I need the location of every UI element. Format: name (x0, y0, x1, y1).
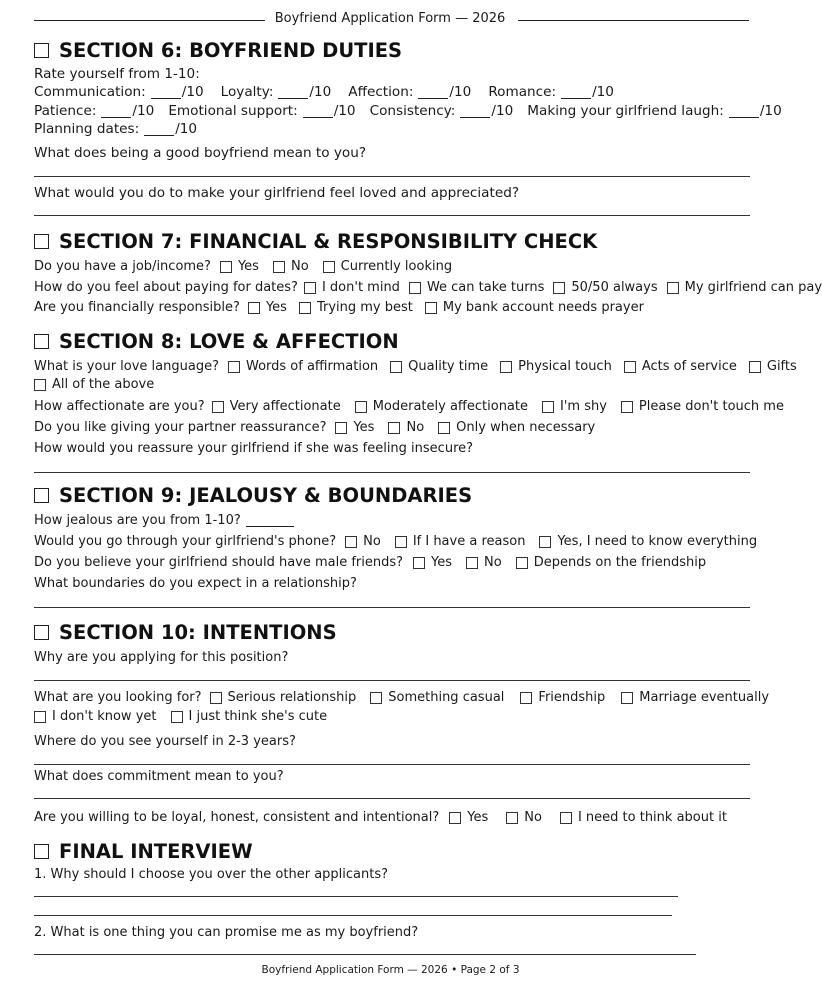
option-label: If I have a reason (412, 534, 526, 549)
checkbox-icon[interactable] (425, 302, 437, 314)
option-checkbox[interactable] (425, 300, 644, 315)
option-label: Gifts (766, 359, 797, 374)
option-checkbox[interactable] (210, 690, 357, 705)
option-checkbox[interactable] (413, 555, 452, 570)
section-6-heading (34, 39, 402, 62)
option-label: I'm shy (560, 399, 607, 414)
section-8-title: SECTION 8: LOVE & AFFECTION (59, 330, 399, 353)
option-checkbox[interactable] (212, 399, 341, 414)
question-label: What are you looking for? (34, 690, 202, 705)
rating-suffix: /10 (592, 84, 614, 100)
checkbox-icon[interactable] (621, 401, 633, 413)
option-label: No (524, 810, 542, 825)
option-checkbox[interactable] (335, 420, 374, 435)
checkbox-icon[interactable] (409, 282, 421, 294)
question-good-boyfriend: What does being a good boyfriend mean to you? (34, 145, 367, 161)
option-label: Something casual (388, 690, 505, 705)
question-looking-for-cont (34, 709, 327, 724)
checkbox-icon[interactable] (228, 361, 240, 373)
option-label: I don't know yet (52, 709, 157, 724)
option-checkbox[interactable] (323, 259, 452, 274)
question-reassure-insecure: How would you reassure your girlfriend if she was feeling insecure? (34, 441, 474, 456)
question-looking-for (34, 690, 769, 705)
rating-label-consistency: Consistency: (369, 103, 456, 119)
checkbox-icon[interactable] (335, 422, 347, 434)
option-checkbox[interactable] (621, 399, 784, 414)
option-checkbox[interactable] (438, 420, 595, 435)
option-label: Acts of service (641, 359, 737, 374)
rating-blank[interactable] (101, 105, 131, 118)
checkbox-icon[interactable] (355, 401, 367, 413)
checkbox-icon[interactable] (542, 401, 554, 413)
question-jealous (34, 513, 295, 528)
checkbox-icon[interactable] (345, 536, 357, 548)
section-9-title: SECTION 9: JEALOUSY & BOUNDARIES (59, 484, 473, 507)
option-label: I need to think about it (577, 810, 727, 825)
section-6-title: SECTION 6: BOYFRIEND DUTIES (59, 39, 403, 62)
answer-line[interactable] (34, 472, 750, 473)
option-checkbox[interactable] (228, 359, 378, 374)
rating-blank[interactable] (418, 86, 448, 99)
answer-line[interactable] (34, 896, 678, 897)
final-interview-heading (34, 840, 253, 863)
answer-line[interactable] (34, 680, 750, 681)
option-label: Marriage eventually (639, 690, 770, 705)
question-two-three-years: Where do you see yourself in 2-3 years? (34, 734, 296, 749)
rating-suffix: /10 (132, 103, 155, 119)
section-8-heading (34, 330, 399, 353)
rating-label-patience: Patience: (34, 103, 97, 119)
checkbox-icon[interactable] (388, 422, 400, 434)
option-label: No (484, 555, 502, 570)
answer-line[interactable] (34, 798, 750, 799)
checkbox-icon[interactable] (304, 282, 316, 294)
checkbox-icon[interactable] (624, 361, 636, 373)
question-job-income (34, 259, 452, 274)
option-label: Yes (353, 420, 375, 435)
option-label: We can take turns (426, 280, 545, 295)
option-checkbox[interactable] (370, 690, 504, 705)
question-why-applying: Why are you applying for this position? (34, 650, 289, 665)
option-checkbox[interactable] (539, 534, 757, 549)
answer-line[interactable] (34, 915, 672, 916)
option-label: My girlfriend can pay (684, 280, 822, 295)
rating-blank[interactable] (246, 514, 294, 527)
question-label: Do you believe your girlfriend should have male friends? (34, 555, 404, 570)
checkbox-icon[interactable] (749, 361, 761, 373)
checkbox-icon[interactable] (34, 379, 46, 391)
checkbox-icon[interactable] (273, 261, 285, 273)
rating-label-laugh: Making your girlfriend laugh: (527, 103, 724, 119)
checkbox-icon[interactable] (34, 334, 49, 349)
question-loyal-honest (34, 810, 727, 825)
section-10-title: SECTION 10: INTENTIONS (59, 621, 337, 644)
question-love-language-cont (34, 377, 154, 392)
option-checkbox[interactable] (500, 359, 612, 374)
header-rule-left (34, 20, 265, 21)
option-label: Words of affirmation (245, 359, 379, 374)
question-label: Do you like giving your partner reassurance? (34, 420, 327, 435)
option-label: Yes, I need to know everything (557, 534, 758, 549)
option-checkbox[interactable] (171, 709, 328, 724)
option-label: Physical touch (518, 359, 612, 374)
checkbox-icon[interactable] (667, 282, 679, 294)
option-label: Please don't touch me (638, 399, 784, 414)
option-checkbox[interactable] (355, 399, 528, 414)
option-label: Yes (431, 555, 453, 570)
checkbox-icon[interactable] (413, 557, 425, 569)
section-10-heading (34, 621, 337, 644)
rating-label-romance: Romance: (488, 84, 557, 100)
checkbox-icon[interactable] (220, 261, 232, 273)
rating-suffix: /10 (181, 84, 204, 100)
checkbox-icon[interactable] (210, 692, 222, 704)
question-label: Are you financially responsible? (34, 300, 240, 315)
checkbox-icon[interactable] (466, 557, 478, 569)
option-checkbox[interactable] (560, 810, 727, 825)
rating-label-affection: Affection: (348, 84, 414, 100)
rating-blank[interactable] (729, 105, 759, 118)
option-checkbox[interactable] (220, 259, 259, 274)
question-love-language (34, 359, 797, 374)
checkbox-icon[interactable] (395, 536, 407, 548)
rating-row-1 (34, 84, 614, 100)
checkbox-icon[interactable] (516, 557, 528, 569)
checkbox-icon[interactable] (500, 361, 512, 373)
option-checkbox[interactable] (34, 377, 154, 392)
rating-intro: Rate yourself from 1-10: (34, 66, 200, 82)
option-label: All of the above (52, 377, 155, 392)
checkbox-icon[interactable] (34, 844, 49, 859)
rating-suffix: /10 (759, 103, 782, 119)
question-reassurance (34, 420, 595, 435)
answer-line[interactable] (34, 954, 696, 955)
question-phone (34, 534, 757, 549)
answer-line[interactable] (34, 607, 750, 608)
rating-suffix: /10 (449, 84, 472, 100)
option-checkbox[interactable] (553, 280, 657, 295)
rating-label-communication: Communication: (34, 84, 146, 100)
option-checkbox[interactable] (516, 555, 706, 570)
checkbox-icon[interactable] (370, 692, 382, 704)
option-checkbox[interactable] (34, 709, 157, 724)
answer-line[interactable] (34, 215, 750, 216)
option-label: Yes (237, 259, 259, 274)
rating-blank[interactable] (278, 86, 308, 99)
option-label: Trying my best (316, 300, 413, 315)
rating-blank[interactable] (303, 105, 333, 118)
rating-label-emotional-support: Emotional support: (168, 103, 298, 119)
option-label: My bank account needs prayer (442, 300, 644, 315)
checkbox-icon[interactable] (299, 302, 311, 314)
checkbox-icon[interactable] (621, 692, 633, 704)
option-checkbox[interactable] (667, 280, 822, 295)
question-label: How jealous are you from 1-10? (34, 513, 241, 528)
rating-row-3 (34, 121, 197, 137)
rating-label-planning-dates: Planning dates: (34, 121, 140, 137)
option-checkbox[interactable] (506, 810, 542, 825)
rating-blank[interactable] (561, 86, 591, 99)
option-label: Very affectionate (229, 399, 341, 414)
option-label: No (363, 534, 381, 549)
option-checkbox[interactable] (345, 534, 381, 549)
option-label: Only when necessary (456, 420, 596, 435)
rating-blank[interactable] (144, 123, 174, 136)
option-checkbox[interactable] (520, 690, 605, 705)
checkbox-icon[interactable] (438, 422, 450, 434)
question-boundaries: What boundaries do you expect in a relationship? (34, 576, 357, 591)
checkbox-icon[interactable] (390, 361, 402, 373)
section-9-heading (34, 484, 472, 507)
option-label: I just think she's cute (188, 709, 328, 724)
option-label: I don't mind (321, 280, 400, 295)
option-checkbox[interactable] (466, 555, 502, 570)
option-checkbox[interactable] (273, 259, 309, 274)
checkbox-icon[interactable] (34, 43, 49, 58)
answer-line[interactable] (34, 176, 750, 177)
option-checkbox[interactable] (409, 280, 544, 295)
page-footer: Boyfriend Application Form — 2026 • Page 2 of 3 (261, 964, 520, 976)
checkbox-icon[interactable] (560, 812, 572, 824)
section-7-heading (34, 230, 597, 253)
option-label: Currently looking (340, 259, 453, 274)
question-affectionate (34, 399, 784, 414)
option-label: Depends on the friendship (533, 555, 707, 570)
option-checkbox[interactable] (395, 534, 526, 549)
option-label: Moderately affectionate (372, 399, 528, 414)
checkbox-icon[interactable] (520, 692, 532, 704)
rating-row-2 (34, 103, 782, 119)
question-male-friends (34, 555, 706, 570)
page-header-title: Boyfriend Application Form — 2026 (274, 11, 506, 26)
rating-blank[interactable] (460, 105, 490, 118)
checkbox-icon[interactable] (449, 812, 461, 824)
checkbox-icon[interactable] (171, 711, 183, 723)
option-label: 50/50 always (571, 280, 658, 295)
option-checkbox[interactable] (388, 420, 424, 435)
question-label: How affectionate are you? (34, 399, 205, 414)
question-financially-responsible (34, 300, 644, 315)
final-interview-title: FINAL INTERVIEW (59, 840, 253, 863)
option-label: Yes (467, 810, 489, 825)
checkbox-icon[interactable] (212, 401, 224, 413)
rating-label-loyalty: Loyalty: (220, 84, 274, 100)
checkbox-icon[interactable] (506, 812, 518, 824)
rating-suffix: /10 (309, 84, 332, 100)
question-label: Would you go through your girlfriend's phone? (34, 534, 337, 549)
checkbox-icon[interactable] (34, 488, 49, 503)
option-checkbox[interactable] (248, 300, 287, 315)
checkbox-icon[interactable] (539, 536, 551, 548)
option-label: Yes (265, 300, 287, 315)
checkbox-icon[interactable] (248, 302, 260, 314)
option-checkbox[interactable] (624, 359, 737, 374)
checkbox-icon[interactable] (34, 711, 46, 723)
option-checkbox[interactable] (390, 359, 488, 374)
rating-blank[interactable] (151, 86, 181, 99)
question-label: What is your love language? (34, 359, 219, 374)
option-label: Friendship (538, 690, 606, 705)
option-checkbox[interactable] (299, 300, 413, 315)
option-label: No (290, 259, 309, 274)
checkbox-icon[interactable] (34, 234, 49, 249)
checkbox-icon[interactable] (323, 261, 335, 273)
option-checkbox[interactable] (449, 810, 488, 825)
checkbox-icon[interactable] (553, 282, 565, 294)
rating-suffix: /10 (491, 103, 514, 119)
question-label: How do you feel about paying for dates? (34, 280, 298, 295)
question-commitment: What does commitment mean to you? (34, 769, 284, 784)
question-feel-loved: What would you do to make your girlfriend feel loved and appreciated? (34, 185, 520, 201)
option-checkbox[interactable] (621, 690, 769, 705)
question-label: Do you have a job/income? (34, 259, 211, 274)
option-checkbox[interactable] (749, 359, 797, 374)
checkbox-icon[interactable] (34, 625, 49, 640)
question-paying-dates (34, 280, 822, 295)
answer-line[interactable] (34, 764, 750, 765)
option-label: Serious relationship (227, 690, 357, 705)
header-rule-right (518, 20, 749, 21)
option-checkbox[interactable] (304, 280, 400, 295)
rating-suffix: /10 (333, 103, 356, 119)
question-label: Are you willing to be loyal, honest, consistent and intentional? (34, 810, 440, 825)
section-7-title: SECTION 7: FINANCIAL & RESPONSIBILITY CHECK (59, 230, 598, 253)
option-label: No (406, 420, 425, 435)
option-checkbox[interactable] (542, 399, 607, 414)
rating-suffix: /10 (175, 121, 198, 137)
option-label: Quality time (408, 359, 489, 374)
question-choose-you: 1. Why should I choose you over the other applicants? (34, 867, 389, 882)
question-promise: 2. What is one thing you can promise me as my boyfriend? (34, 925, 419, 940)
